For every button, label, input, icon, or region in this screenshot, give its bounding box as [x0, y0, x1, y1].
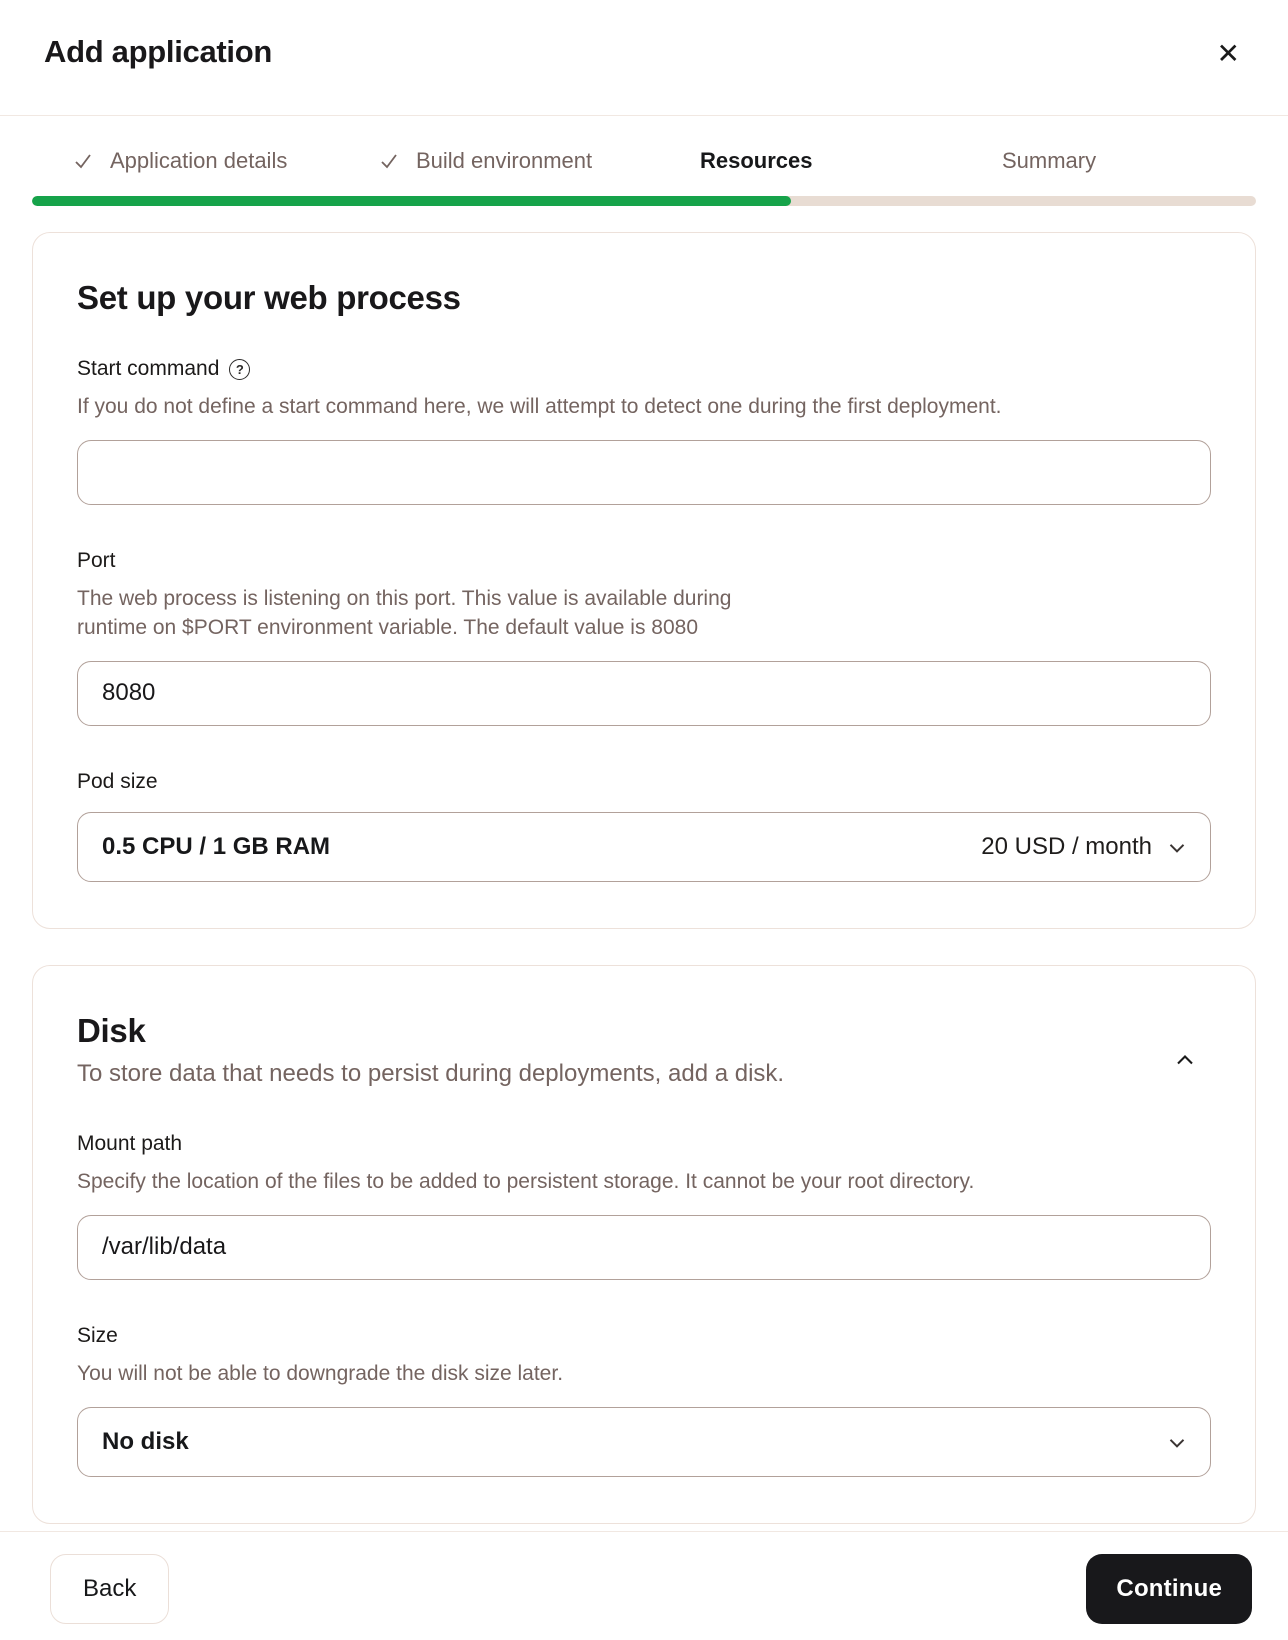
disk-size-label: Size	[77, 1323, 118, 1347]
pod-size-value: 0.5 CPU / 1 GB RAM	[102, 832, 331, 860]
resources-step-content	[0, 206, 1288, 1524]
pod-size-select[interactable]	[77, 812, 1211, 882]
port-label: Port	[77, 548, 116, 572]
progress-bar-fill	[32, 196, 791, 206]
close-button[interactable]	[1209, 32, 1248, 76]
step-label: Build environment	[416, 148, 593, 173]
web-process-card	[32, 232, 1256, 929]
port-helper: The web process is listening on this port. This value is available during runtime on $PORT environment variable. The default value is 8080	[77, 586, 732, 639]
step-application-details[interactable]	[32, 148, 338, 174]
step-label: Resources	[700, 148, 813, 173]
check-icon	[378, 150, 400, 172]
port-field	[77, 549, 1211, 726]
modal-header	[0, 0, 1288, 116]
chevron-down-icon	[1164, 1429, 1190, 1455]
start-command-label: Start command ?	[77, 357, 250, 381]
progress-bar-track	[32, 196, 1256, 206]
page-title: Add application	[44, 34, 273, 69]
step-label: Application details	[110, 148, 288, 173]
disk-size-field	[77, 1324, 1211, 1477]
mount-path-helper: Specify the location of the files to be added to persistent storage. It cannot be your root directory.	[77, 1169, 975, 1193]
disk-size-select[interactable]	[77, 1407, 1211, 1477]
web-process-title: Set up your web process	[77, 279, 461, 316]
chevron-down-icon	[1164, 834, 1190, 860]
pod-size-field	[77, 770, 1211, 882]
mount-path-field	[77, 1132, 1211, 1280]
step-summary[interactable]	[950, 148, 1256, 174]
stepper-labels	[32, 148, 1256, 174]
close-icon: ✕	[1216, 38, 1240, 69]
back-button[interactable]: Back	[50, 1554, 169, 1624]
check-icon	[72, 150, 94, 172]
disk-card	[32, 965, 1256, 1524]
port-input[interactable]	[77, 661, 1211, 726]
pod-size-label: Pod size	[77, 769, 158, 793]
start-command-helper: If you do not define a start command here, we will attempt to detect one during the first deployment.	[77, 395, 1002, 418]
mount-path-label: Mount path	[77, 1131, 183, 1155]
disk-size-helper: You will not be able to downgrade the disk size later.	[77, 1361, 564, 1385]
continue-button[interactable]: Continue	[1086, 1554, 1252, 1624]
start-command-input[interactable]	[77, 440, 1211, 505]
help-icon[interactable]: ?	[229, 359, 250, 380]
modal-footer	[0, 1531, 1288, 1640]
collapse-disk-button[interactable]	[1165, 1040, 1205, 1080]
step-label: Summary	[1002, 148, 1097, 173]
mount-path-input[interactable]	[77, 1215, 1211, 1280]
step-resources[interactable]	[644, 148, 950, 174]
disk-subtitle: To store data that needs to persist during deployments, add a disk.	[77, 1059, 785, 1087]
start-command-field	[77, 357, 1211, 505]
disk-title: Disk	[77, 1011, 146, 1049]
disk-size-value: No disk	[102, 1427, 189, 1455]
chevron-up-icon	[1171, 1062, 1199, 1077]
step-build-environment[interactable]	[338, 148, 644, 174]
wizard-stepper	[0, 116, 1288, 206]
pod-size-price: 20 USD / month	[981, 832, 1152, 860]
